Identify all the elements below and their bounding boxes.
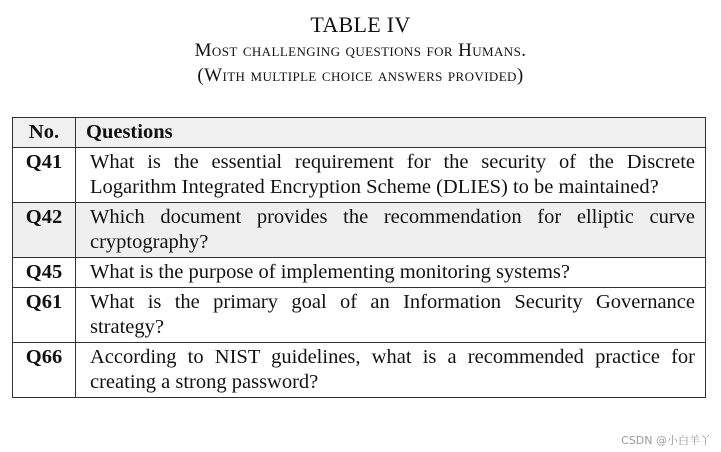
- table-row: [13, 203, 706, 258]
- question-id: Q42: [13, 203, 76, 258]
- table-title: Most challenging questions for Humans.: [194, 40, 527, 61]
- table-label: TABLE IV: [310, 12, 411, 37]
- header-row: [13, 118, 706, 148]
- table-caption: [0, 12, 721, 88]
- question-text: What is the purpose of implementing monitoring systems?: [76, 258, 706, 288]
- table-row: [13, 258, 706, 288]
- questions-table: [12, 117, 706, 398]
- question-id: Q45: [13, 258, 76, 288]
- question-id: Q41: [13, 148, 76, 203]
- question-id: Q66: [13, 343, 76, 398]
- question-text: What is the primary goal of an Information Security Governance strategy?: [76, 288, 706, 343]
- table-row: [13, 148, 706, 203]
- question-id: Q61: [13, 288, 76, 343]
- table-row: [13, 343, 706, 398]
- watermark: CSDN @小白羊丫: [621, 434, 711, 447]
- table-subtitle: (With multiple choice answers provided): [197, 65, 524, 86]
- table-row: [13, 288, 706, 343]
- question-text: Which document provides the recommendation for elliptic curve cryptography?: [76, 203, 706, 258]
- column-header-questions: Questions: [76, 118, 706, 148]
- question-text: What is the essential requirement for the security of the Discrete Logarithm Integrated Encryption Scheme (DLIES) to be maintained?: [76, 148, 706, 203]
- column-header-no: No.: [13, 118, 76, 148]
- question-text: According to NIST guidelines, what is a recommended practice for creating a strong password?: [76, 343, 706, 398]
